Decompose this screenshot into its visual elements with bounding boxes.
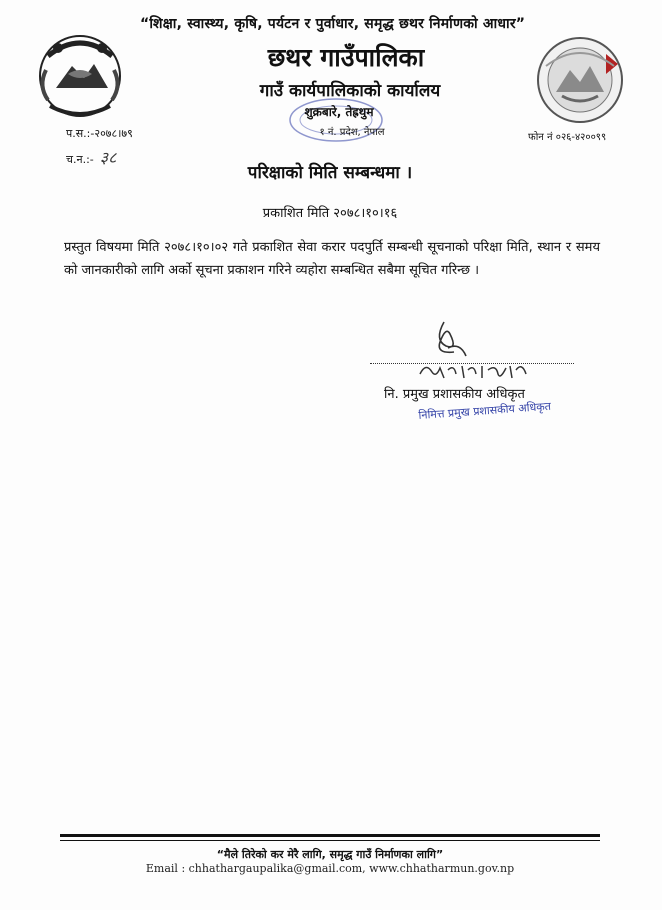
office-phone: फोन नं ०२६-४२००९९ [528,132,607,143]
footer-divider-thick [60,834,600,837]
dispatch-number-label: च.न.:- [66,153,94,166]
notice-published-date: प्रकाशित मिति २०७८।१०।१६ [262,206,398,221]
dispatch-number [66,146,116,168]
signatory-stamp: निमित्त प्रमुख प्रशासकीय अधिकृत [418,399,552,422]
dispatch-number-handwritten: ३८ [99,148,117,167]
footer-divider-thin [60,840,600,841]
notice-subject: परिक्षाको मिति सम्बन्धमा । [247,163,413,183]
municipality-title: छथर गाउँपालिका [267,43,425,72]
office-location: शुक्रबारे, तेह्रथुम [304,105,374,119]
footer-contact: Email : chhathargaupalika@gmail.com, www.chhatharmun.gov.np [145,862,515,875]
notice-body: प्रस्तुत विषयमा मिति २०७८।१०।०२ गते प्रकाशित सेवा करार पदपुर्ति सम्बन्धी सूचनाको परिक्षा मिति, स्थान र समय को जानकारीको लागि अर्को सूचना प्रकाशन गरिने व्यहोरा सम्बन्धित सबैमा सूचित गरिन्छ । [64,240,600,278]
header-slogan: “शिक्षा, स्वास्थ्य, कृषि, पर्यटन र पुर्वाधार, समृद्ध छथर निर्माणको आधार” [140,16,526,32]
municipality-seal-icon [532,34,628,126]
office-subtitle: गाउँ कार्यपालिकाको कार्यालय [259,81,441,101]
signatory-title: नि. प्रमुख प्रशासकीय अधिकृत [384,387,525,402]
signature-line [370,363,574,364]
footer-slogan: “मैले तिरेको कर मेरै लागि, समृद्ध गाउँ निर्माणका लागि” [216,848,444,861]
office-address: १ नं. प्रदेश, नेपाल [319,127,385,138]
letter-reference-number: प.स.:-२०७८।७९ [66,127,133,140]
handwritten-signature-icon [410,312,550,390]
nepal-emblem-icon [28,26,132,122]
